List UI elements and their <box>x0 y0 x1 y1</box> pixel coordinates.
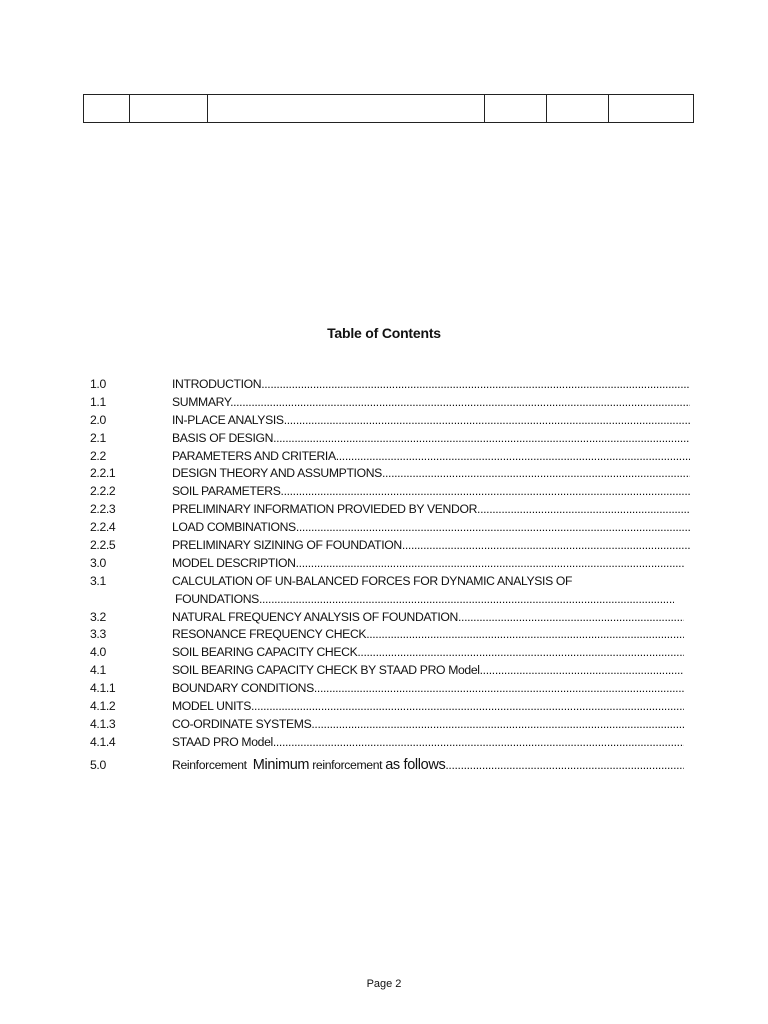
toc-entry-title: PARAMETERS AND CRITERIA ..... <box>172 448 690 466</box>
toc-entry-number: 3.3 <box>90 627 106 642</box>
toc-entry-number: 1.1 <box>90 394 106 409</box>
page-number: Page 2 <box>366 978 402 990</box>
toc-entry-number: 4.1 <box>90 663 106 678</box>
toc-entry[interactable] <box>90 573 690 609</box>
toc-entry[interactable] <box>90 537 690 555</box>
toc-entry-number: 4.1.4 <box>90 734 116 749</box>
toc-entry[interactable] <box>90 662 690 680</box>
toc-entry[interactable] <box>90 430 690 448</box>
toc-entry-number: 4.1.1 <box>90 681 116 696</box>
table-of-contents <box>90 376 690 776</box>
toc-entry-title: BOUNDARY CONDITIONS ..... <box>172 680 684 698</box>
toc-entry-number: 5.0 <box>90 757 106 772</box>
toc-entry-title: NATURAL FREQUENCY ANALYSIS OF FOUNDATION ..... <box>172 609 684 627</box>
toc-entry[interactable] <box>90 698 690 716</box>
toc-entry-title: BASIS OF DESIGN ..... <box>172 430 690 448</box>
document-header-table <box>83 94 694 123</box>
toc-entry-title: Reinforcement Minimum reinforcement as follows ..... <box>172 754 684 776</box>
toc-entry-title: MODEL DESCRIPTION ..... <box>172 555 684 573</box>
header-cell <box>485 95 547 123</box>
toc-entry-number: 4.1.2 <box>90 699 116 714</box>
toc-entry[interactable] <box>90 609 690 627</box>
toc-entry[interactable] <box>90 716 690 734</box>
toc-entry-number: 2.2.3 <box>90 502 116 517</box>
toc-entry-title: SOIL PARAMETERS ..... <box>172 483 690 501</box>
toc-entry-title: DESIGN THEORY AND ASSUMPTIONS ..... <box>172 465 690 483</box>
toc-entry-title: IN-PLACE ANALYSIS ..... <box>172 412 690 430</box>
toc-entry-title: PRELIMINARY INFORMATION PROVIEDED BY VENDOR ..... <box>172 501 690 519</box>
toc-entry-title: LOAD COMBINATIONS ..... <box>172 519 690 537</box>
toc-entry[interactable] <box>90 680 690 698</box>
toc-entry-number: 3.0 <box>90 555 106 570</box>
toc-entry-number: 4.1.3 <box>90 716 116 731</box>
toc-entry[interactable] <box>90 376 690 394</box>
header-cell <box>609 95 694 123</box>
toc-entry-number: 2.0 <box>90 412 106 427</box>
toc-entry[interactable] <box>90 555 690 573</box>
header-cell <box>84 95 130 123</box>
toc-entry-title-continuation: FOUNDATIONS ..... <box>172 591 674 609</box>
toc-entry-title: PRELIMINARY SIZINING OF FOUNDATION ..... <box>172 537 690 555</box>
toc-entry-title: CALCULATION OF UN-BALANCED FORCES FOR DYNAMIC ANALYSIS OF <box>172 573 573 588</box>
toc-entry[interactable] <box>90 412 690 430</box>
toc-entry-number: 2.1 <box>90 430 106 445</box>
toc-entry-number: 2.2.1 <box>90 466 116 481</box>
toc-entry-number: 2.2.2 <box>90 484 116 499</box>
toc-entry-title: INTRODUCTION ..... <box>172 376 690 394</box>
toc-entry[interactable] <box>90 394 690 412</box>
toc-entry[interactable] <box>90 448 690 466</box>
toc-entry[interactable] <box>90 465 690 483</box>
toc-entry-number: 4.0 <box>90 645 106 660</box>
toc-entry[interactable] <box>90 754 690 776</box>
toc-entry-number: 1.0 <box>90 377 106 391</box>
toc-entry-title: STAAD PRO Model ..... <box>172 734 684 752</box>
toc-entry[interactable] <box>90 501 690 519</box>
toc-entry-title: RESONANCE FREQUENCY CHECK ..... <box>172 626 684 644</box>
toc-entry[interactable] <box>90 734 690 752</box>
header-cell <box>547 95 609 123</box>
toc-entry[interactable] <box>90 626 690 644</box>
toc-entry-number: 2.2.4 <box>90 520 116 535</box>
toc-title: Table of Contents <box>327 325 441 341</box>
toc-entry-number: 2.2.5 <box>90 538 116 553</box>
toc-entry-title: SUMMARY ..... <box>172 394 690 412</box>
toc-entry-number: 3.1 <box>90 573 106 588</box>
toc-entry-number: 2.2 <box>90 448 106 463</box>
toc-entry-title: SOIL BEARING CAPACITY CHECK BY STAAD PRO Model ..... <box>172 662 684 680</box>
toc-entry-title: SOIL BEARING CAPACITY CHECK ..... <box>172 644 684 662</box>
header-cell <box>208 95 485 123</box>
toc-entry[interactable] <box>90 644 690 662</box>
toc-entry-title: MODEL UNITS ..... <box>172 698 684 716</box>
header-cell <box>130 95 208 123</box>
toc-entry-number: 3.2 <box>90 609 106 624</box>
toc-entry[interactable] <box>90 483 690 501</box>
toc-entry[interactable] <box>90 519 690 537</box>
toc-entry-title: CO-ORDINATE SYSTEMS ..... <box>172 716 684 734</box>
